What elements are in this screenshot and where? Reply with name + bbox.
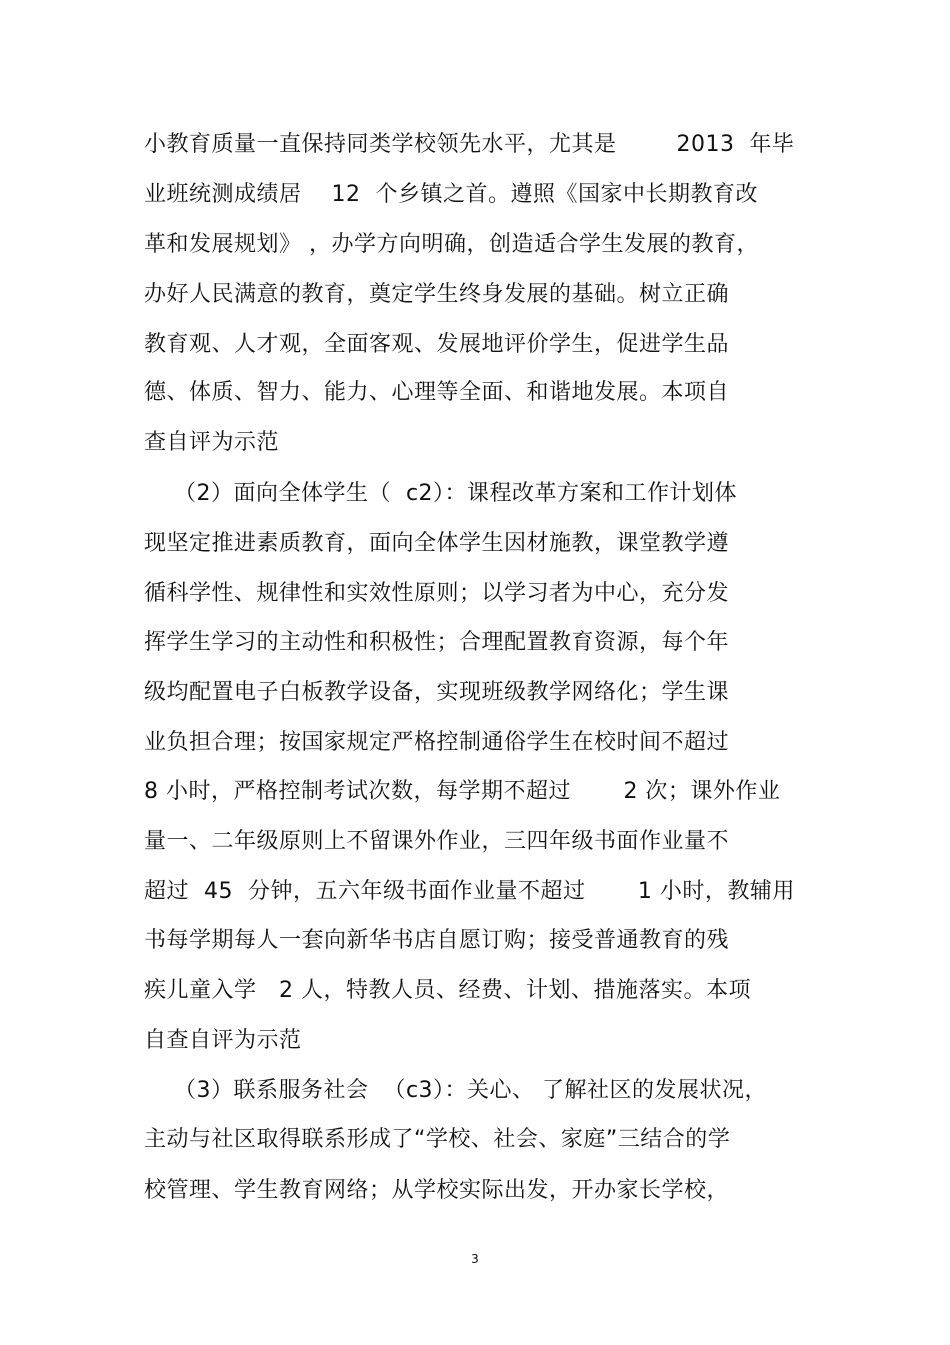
text-line: 量一、二年级原则上不留课外作业，三四年级书面作业量不 [144,829,730,854]
text-line: 疾儿童入学 2 人，特教人员、经费、计划、措施落实。本项 [144,978,751,1003]
text-line: 主动与社区取得联系形成了“学校、社会、家庭”三结合的学 [144,1127,731,1152]
text-line: 书每学期每人一套向新华书店自愿订购；接受普通教育的残 [144,928,730,953]
text-line: 业班统测成绩居 12 个乡镇之首。遵照《国家中长期教育改 [144,182,758,207]
text-line: 办好人民满意的教育，奠定学生终身发展的基础。树立正确 [144,282,730,307]
text-line: 超过 45 分钟，五六年级书面作业量不超过 1 小时，教辅用 [144,879,795,904]
text-line: 革和发展规划》 ，办学方向明确，创造适合学生发展的教育， [144,232,759,257]
text-line: 校管理、学生教育网络；从学校实际出发，开办家长学校， [144,1178,730,1203]
page-number: 3 [471,1252,479,1266]
text-line: 业负担合理；按国家规定严格控制通俗学生在校时间不超过 [144,730,730,755]
text-line: （3）联系服务社会 （c3）：关心、 了解社区的发展状况， [144,1078,768,1103]
text-line: 挥学生学习的主动性和积极性；合理配置教育资源，每个年 [144,630,730,655]
text-line: 教育观、人才观，全面客观、发展地评价学生，促进学生品 [144,332,730,357]
text-line: 现坚定推进素质教育，面向全体学生因材施教，课堂教学遵 [144,531,730,556]
text-line: 自查自评为示范 [144,1028,302,1053]
text-line: 小教育质量一直保持同类学校领先水平，尤其是 2013 年毕 [144,132,795,157]
text-line: （2）面向全体学生（ c2）：课程改革方案和工作计划体 [144,481,738,506]
text-line: 德、体质、智力、能力、心理等全面、和谐地发展。本项自 [144,380,730,405]
text-line: 8 小时，严格控制考试次数，每学期不超过 2 次；课外作业 [144,779,781,804]
text-line: 查自评为示范 [144,430,280,455]
text-line: 级均配置电子白板教学设备，实现班级教学网络化；学生课 [144,680,730,705]
text-line: 循科学性、规律性和实效性原则；以学习者为中心，充分发 [144,581,730,606]
